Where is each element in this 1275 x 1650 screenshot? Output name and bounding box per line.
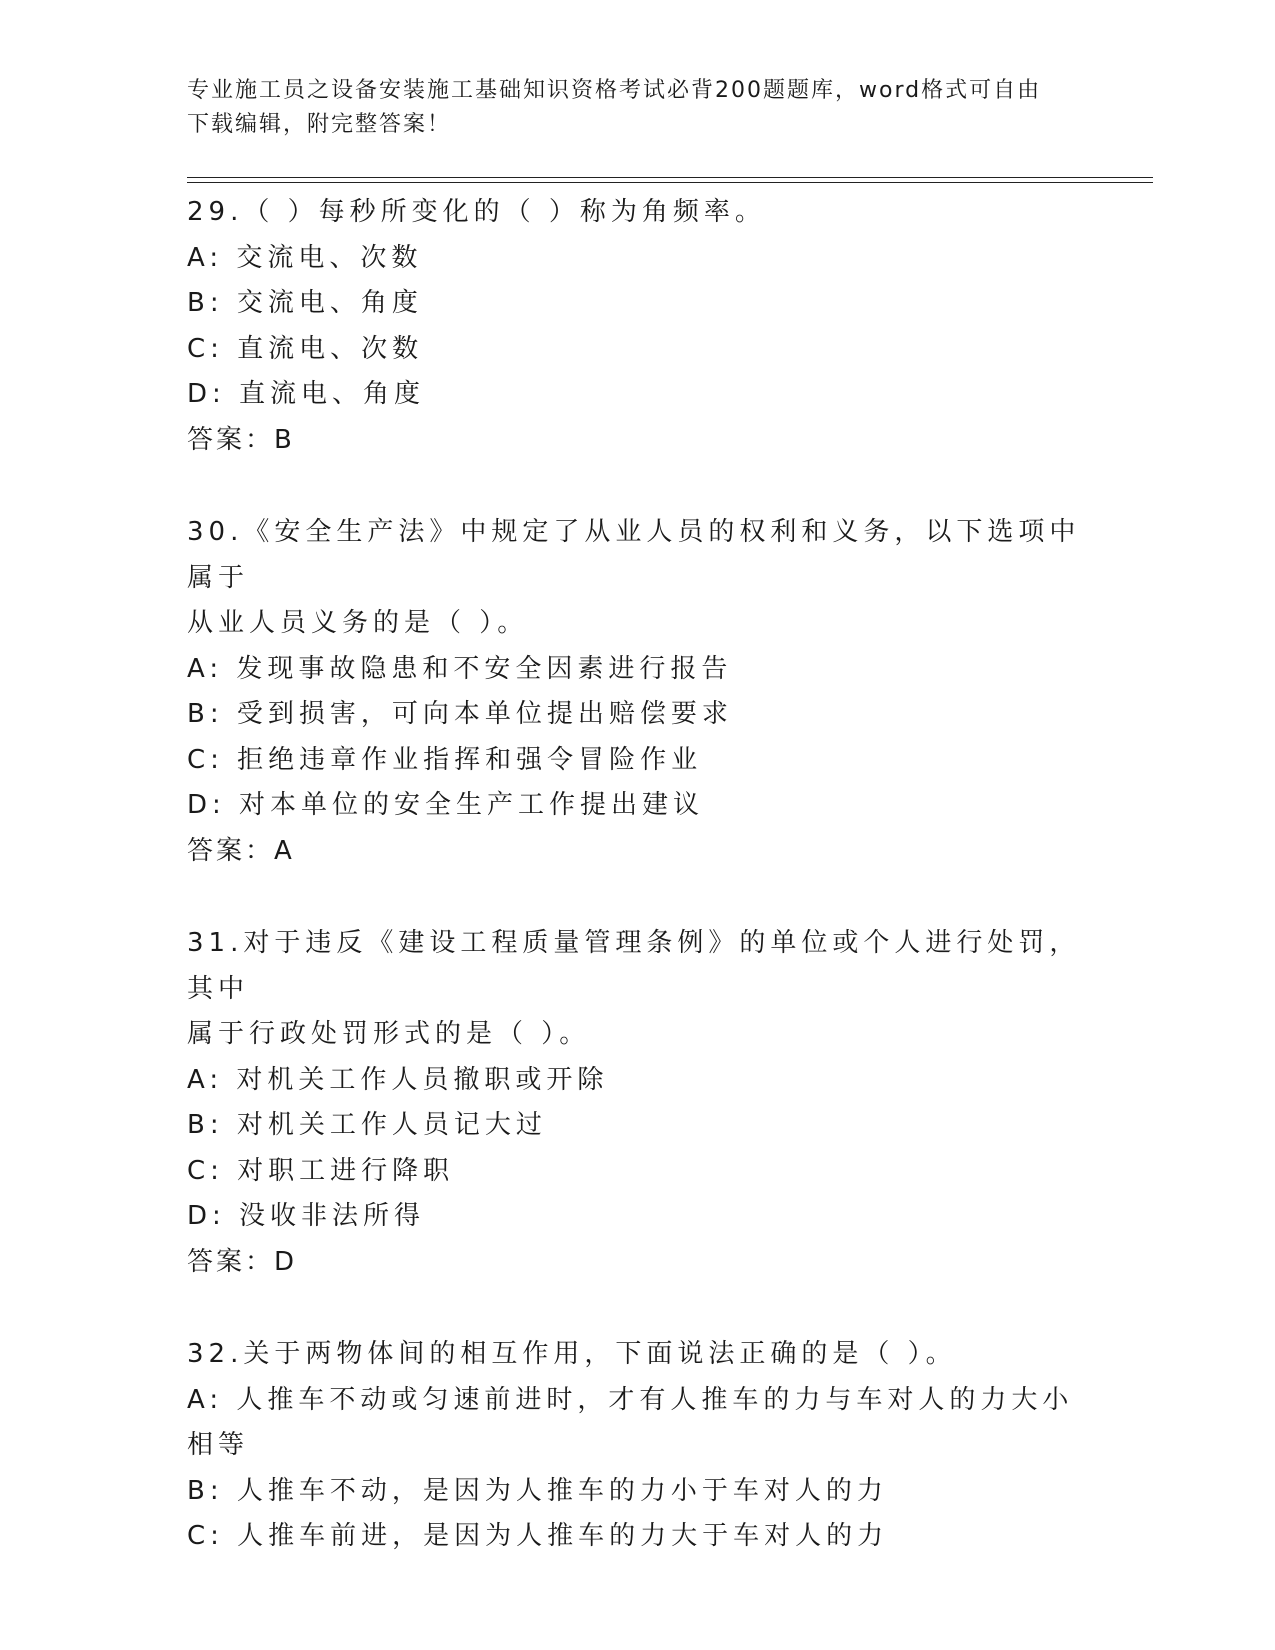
question-30 (187, 510, 1087, 874)
option-b: B: 对机关工作人员记大过 (187, 1110, 547, 1140)
question-stem-continued: 属于行政处罚形式的是（ ）。 (187, 1019, 591, 1049)
header-line-2: 下载编辑，附完整答案！ (187, 112, 452, 137)
header-divider-top (187, 177, 1153, 178)
question-stem: 29.（ ）每秒所变化的（ ）称为角频率。 (187, 197, 766, 227)
question-spacer (187, 874, 1087, 921)
question-29 (187, 190, 1087, 463)
question-stem-continued: 从业人员义务的是（ ）。 (187, 608, 529, 638)
answer-line: 答案：D (187, 1246, 298, 1277)
question-list (187, 190, 1087, 1560)
question-stem: 32.关于两物体间的相互作用，下面说法正确的是（ ）。 (187, 1339, 957, 1369)
option-c: C: 拒绝违章作业指挥和强令冒险作业 (187, 744, 703, 775)
option-b: B: 受到损害，可向本单位提出赔偿要求 (187, 699, 733, 729)
option-c: C: 人推车前进，是因为人推车的力大于车对人的力 (187, 1521, 889, 1551)
question-spacer (187, 1285, 1087, 1332)
option-c: C: 直流电、次数 (187, 333, 424, 364)
question-stem: 31.对于违反《建设工程质量管理条例》的单位或个人进行处罚，其中 (187, 928, 1081, 1004)
option-b: B: 交流电、角度 (187, 288, 423, 318)
option-a: A: 人推车不动或匀速前进时，才有人推车的力与车对人的力大小相等 (187, 1384, 1074, 1460)
question-spacer (187, 463, 1087, 510)
option-d: D: 没收非法所得 (187, 1201, 426, 1231)
answer-line: 答案：B (187, 424, 295, 455)
option-d: D: 对本单位的安全生产工作提出建议 (187, 790, 705, 820)
question-32 (187, 1332, 1087, 1560)
answer-line: 答案：A (187, 835, 295, 866)
option-b: B: 人推车不动，是因为人推车的力小于车对人的力 (187, 1475, 888, 1506)
option-c: C: 对职工进行降职 (187, 1155, 455, 1186)
question-31 (187, 921, 1087, 1285)
question-stem: 30.《安全生产法》中规定了从业人员的权利和义务，以下选项中属于 (187, 517, 1081, 593)
document-header (187, 74, 1087, 142)
option-a: A: 发现事故隐患和不安全因素进行报告 (187, 653, 733, 684)
option-a: A: 交流电、次数 (187, 242, 423, 273)
option-d: D: 直流电、角度 (187, 379, 426, 409)
header-divider-bottom (187, 182, 1153, 183)
option-a: A: 对机关工作人员撤职或开除 (187, 1064, 609, 1095)
header-line-1: 专业施工员之设备安装施工基础知识资格考试必背200题题库，word格式可自由 (187, 78, 1042, 103)
